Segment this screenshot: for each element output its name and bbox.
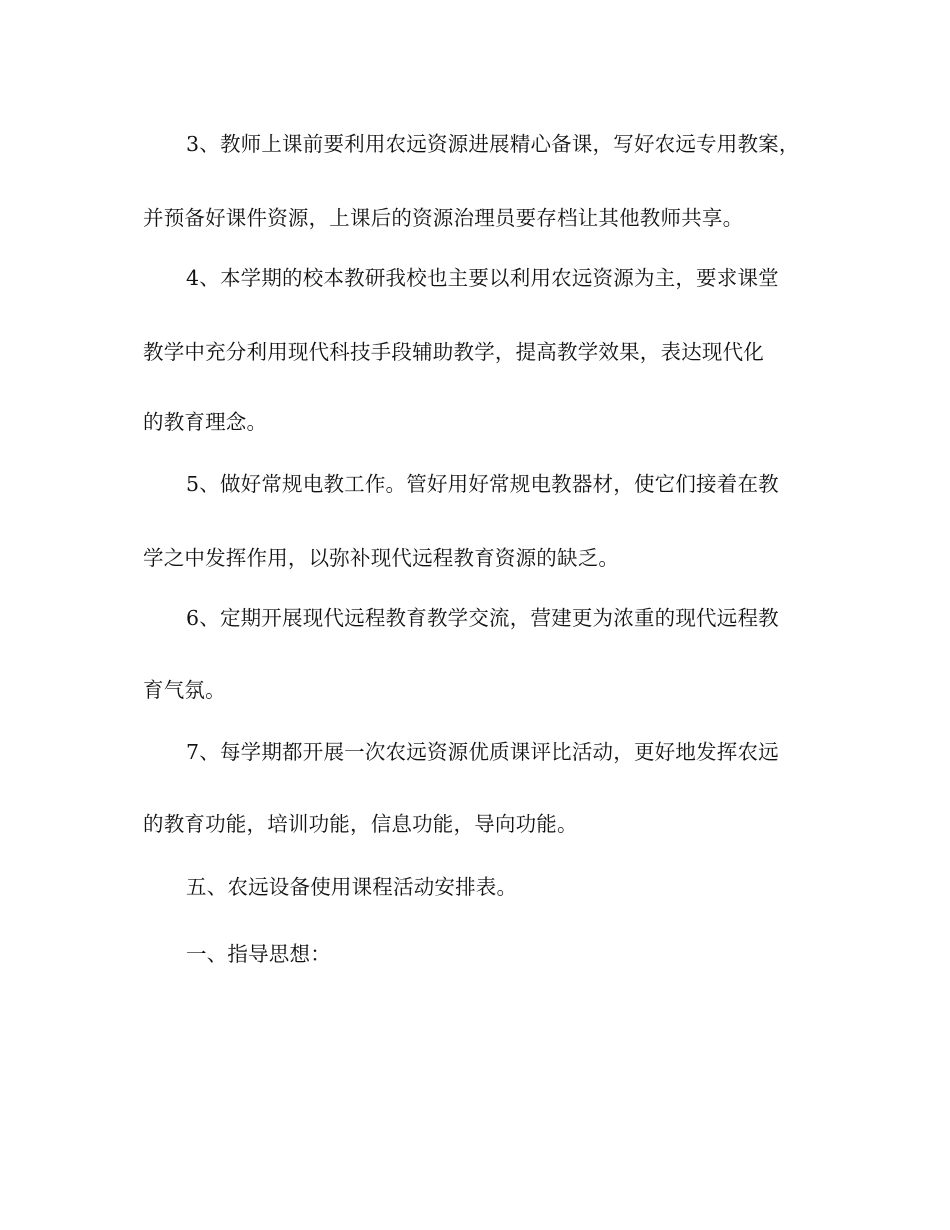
paragraph-5-line-2: 学之中发挥作用，以弥补现代远程教育资源的缺乏。 — [143, 546, 620, 570]
paragraph-5-line-1: 5、做好常规电教工作。管好用好常规电教器材，使它们接着在教 — [186, 472, 779, 496]
paragraph-3-line-1: 3、教师上课前要利用农远资源进展精心备课，写好农远专用教案， — [186, 132, 800, 156]
paragraph-7-line-2: 的教育功能，培训功能，信息功能，导向功能。 — [143, 812, 578, 836]
paragraph-3-line-2: 并预备好课件资源，上课后的资源治理员要存档让其他教师共享。 — [143, 206, 744, 230]
paragraph-6-line-2: 育气氛。 — [143, 678, 226, 702]
paragraph-4-line-3: 的教育理念。 — [143, 410, 268, 434]
section-five-heading: 五、农远设备使用课程活动安排表。 — [186, 875, 518, 899]
paragraph-7-line-1: 7、每学期都开展一次农远资源优质课评比活动，更好地发挥农远 — [186, 740, 779, 764]
paragraph-4-line-1: 4、本学期的校本教研我校也主要以利用农远资源为主，要求课堂 — [186, 266, 779, 290]
section-one-heading: 一、指导思想： — [186, 942, 331, 966]
paragraph-6-line-1: 6、定期开展现代远程教育教学交流，营建更为浓重的现代远程教 — [186, 606, 779, 630]
paragraph-4-line-2: 教学中充分利用现代科技手段辅助教学，提高教学效果，表达现代化 — [143, 340, 764, 364]
